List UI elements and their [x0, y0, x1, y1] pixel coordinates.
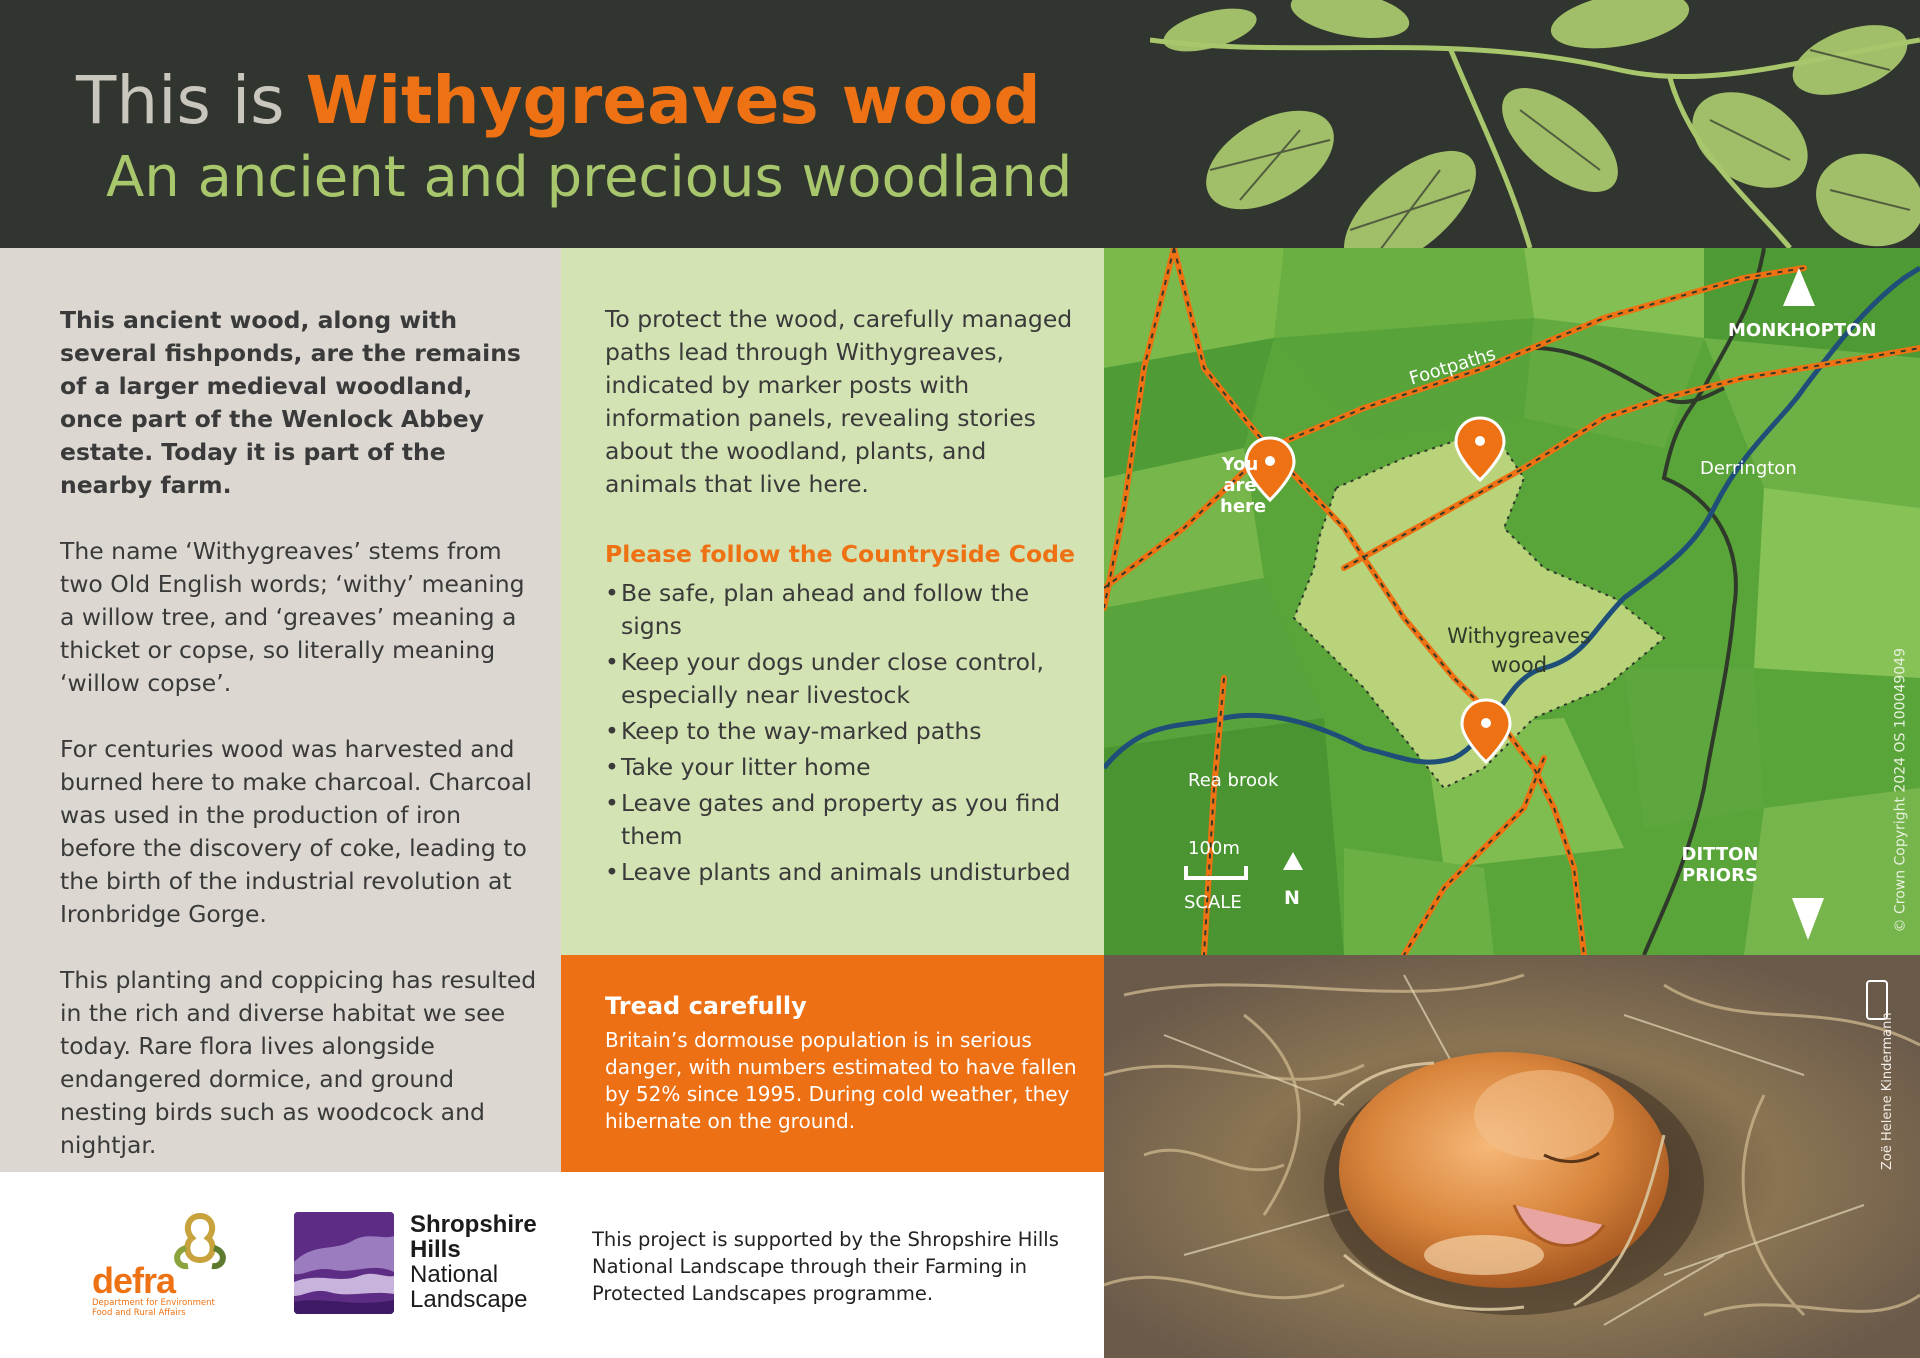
- history-column: [0, 248, 561, 1172]
- name-origin-paragraph: The name ‘Withygreaves’ stems from two Old English words; ‘withy’ meaning a willow tree, and ‘greaves’ meaning a thicket or copse, so literally meaning ‘willow copse’.: [60, 537, 525, 697]
- rea-brook-label: Rea brook: [1188, 770, 1279, 791]
- tread-carefully-box: [561, 955, 1104, 1172]
- monkhopton-label: MONKHOPTON: [1728, 320, 1877, 341]
- you-are-here-label: You are here: [1220, 454, 1267, 517]
- scale-distance-label: 100m: [1188, 838, 1240, 859]
- footer: [0, 1172, 1104, 1358]
- footpaths-label: Footpaths: [1406, 343, 1499, 390]
- lead-paragraph: This ancient wood, along with several fishponds, are the remains of a larger medieval woodland, once part of the Wenlock Abbey estate. Today it is part of the nearby farm.: [60, 306, 521, 499]
- dormouse-photo-graphic: [1104, 955, 1920, 1358]
- list-item: •Keep your dogs under close control, especially near livestock: [605, 648, 1044, 709]
- derrington-label: Derrington: [1700, 458, 1797, 479]
- photo-credit: Zoë Helene Kindermann: [1880, 1012, 1895, 1170]
- dormouse-paragraph: Britain’s dormouse population is in serious danger, with numbers estimated to have fallen by 52% since 1995. During cold weather, they hibernate on the ground.: [605, 1028, 1077, 1133]
- list-item: •Leave gates and property as you find them: [605, 789, 1061, 850]
- area-map: [1104, 248, 1920, 955]
- page-title: [76, 60, 1041, 142]
- tread-carefully-heading: Tread carefully: [605, 992, 807, 1020]
- title-prefix: This is: [76, 62, 306, 139]
- shropshire-hills-wordmark: Shropshire Hills National Landscape: [410, 1211, 537, 1313]
- paths-intro-paragraph: To protect the wood, carefully managed paths lead through Withygreaves, indicated by marker posts with information panels, revealing stories about the woodland, plants, and animals that live here.: [605, 305, 1073, 498]
- title-main: Withygreaves wood: [305, 62, 1041, 139]
- bullet-icon: •: [605, 858, 619, 886]
- support-statement: This project is supported by the Shropshire Hills National Landscape through their Farming in Protected Landscapes programme.: [592, 1228, 1059, 1305]
- withygreaves-wood-label: Withygreaves wood: [1447, 624, 1591, 677]
- scale-label: SCALE: [1184, 892, 1242, 913]
- list-item: •Keep to the way-marked paths: [605, 715, 1084, 748]
- defra-subtitle: Department for Environment Food and Rural Affairs: [92, 1298, 215, 1318]
- bullet-icon: •: [605, 648, 619, 676]
- page-subtitle: An ancient and precious woodland: [106, 145, 1073, 210]
- defra-wordmark: defra: [92, 1260, 176, 1301]
- map-copyright: © Crown Copyright 2024 OS 100049049: [1892, 648, 1908, 933]
- header-banner: [0, 0, 1920, 248]
- dormouse-photo: [1104, 955, 1920, 1358]
- countryside-code-heading: Please follow the Countryside Code: [605, 540, 1075, 568]
- leaf-illustration-icon: [1150, 0, 1920, 248]
- bullet-icon: •: [605, 579, 619, 607]
- shropshire-hills-logo-icon: [294, 1212, 394, 1314]
- list-item: •Leave plants and animals undisturbed: [605, 856, 1084, 889]
- bullet-icon: •: [605, 753, 619, 781]
- bullet-icon: •: [605, 789, 619, 817]
- ditton-priors-label: DITTON PRIORS: [1681, 844, 1759, 886]
- bullet-icon: •: [605, 717, 619, 745]
- list-item: •Take your litter home: [605, 751, 1084, 784]
- charcoal-paragraph: For centuries wood was harvested and burned here to make charcoal. Charcoal was used in the production of iron before the discovery of coke, leading to the birth of the industrial revolution at Ironbridge Gorge.: [60, 735, 532, 928]
- countryside-code-list: [605, 577, 1084, 889]
- habitat-paragraph: This planting and coppicing has resulted in the rich and diverse habitat we see today. Rare flora lives alongside endangered dormice, and ground nesting birds such as woodcock and nightjar.: [60, 966, 537, 1159]
- countryside-code-column: [561, 248, 1104, 955]
- list-item: •Be safe, plan ahead and follow the signs: [605, 579, 1030, 640]
- north-label: N: [1284, 887, 1300, 909]
